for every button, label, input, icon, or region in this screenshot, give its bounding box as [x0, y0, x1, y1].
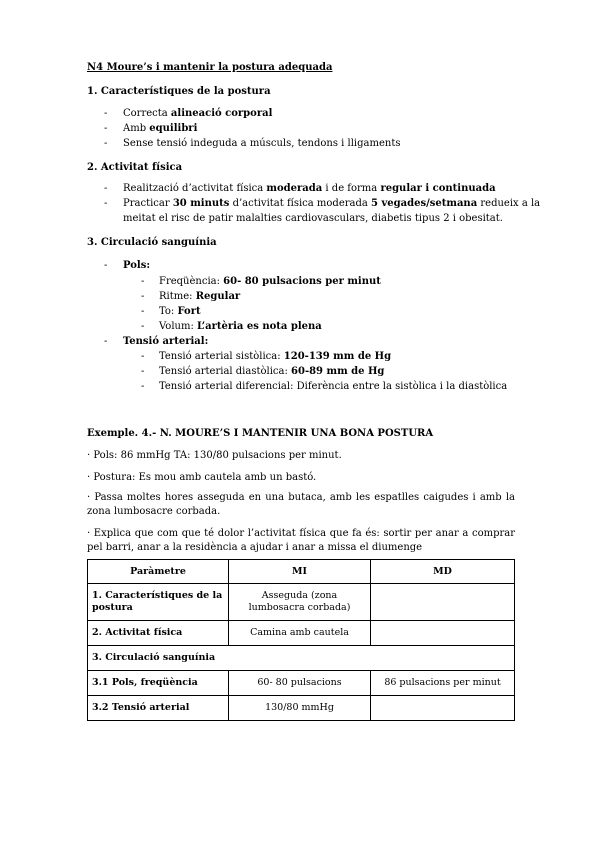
- column-header: MI: [229, 560, 371, 584]
- table-cell: 130/80 mmHg: [229, 696, 371, 721]
- pols-label: Pols:: [123, 260, 151, 271]
- table-cell: [371, 621, 515, 646]
- bullet-dash: -: [104, 198, 108, 209]
- item-bold: moderada: [266, 183, 323, 194]
- table-cell: [371, 584, 515, 621]
- item-bold: equilibri: [149, 123, 198, 134]
- item-text: d’activitat física moderada: [229, 198, 372, 209]
- item-text: Realització d’activitat física: [123, 183, 267, 194]
- item-text: Tensió arterial sistòlica:: [159, 351, 284, 362]
- table-cell: 3. Circulació sanguínia: [88, 646, 515, 671]
- page-title: N4 Moure’s i mantenir la postura adequada: [87, 62, 333, 73]
- example-heading: Exemple. 4.- N. MOURE’S I MANTENIR UNA BONA POSTURA: [87, 428, 434, 439]
- table-cell: 1. Característiques de la postura: [88, 584, 229, 621]
- item-bold: Regular: [195, 291, 241, 302]
- item-bold: Fort: [177, 306, 201, 317]
- item-text: Amb: [123, 123, 150, 134]
- item-text: Tensió arterial diferencial: Diferència entre la sistòlica i la diastòlica: [159, 381, 508, 392]
- bullet-dash: -: [141, 276, 145, 287]
- column-header: Paràmetre: [88, 560, 229, 584]
- assessment-table: [87, 559, 515, 721]
- bullet-dash: -: [104, 138, 108, 149]
- bullet-dash: -: [104, 183, 108, 194]
- bullet-dash: -: [104, 123, 108, 134]
- item-bold: 30 minuts: [172, 198, 230, 209]
- item-text: Ritme:: [159, 291, 196, 302]
- bullet-dash: -: [141, 306, 145, 317]
- item-bold: alineació corporal: [170, 108, 273, 119]
- item-bold: regular i continuada: [380, 183, 496, 194]
- bullet-dash: -: [141, 366, 145, 377]
- table-cell: 3.2 Tensió arterial: [88, 696, 229, 721]
- table-cell: Asseguda (zona lumbosacra corbada): [229, 584, 371, 621]
- bullet-dash: -: [104, 260, 108, 271]
- item-text: Sense tensió indeguda a músculs, tendons i lligaments: [123, 138, 401, 149]
- table-cell: 60- 80 pulsacions: [229, 671, 371, 696]
- section-2-heading: 2. Activitat física: [87, 162, 183, 173]
- table-cell: 86 pulsacions per minut: [371, 671, 515, 696]
- item-text: Practicar: [123, 198, 173, 209]
- column-header: MD: [371, 560, 515, 584]
- item-text: Correcta: [123, 108, 171, 119]
- item-bold: 60- 80 pulsacions per minut: [223, 276, 381, 287]
- item-text-continued: meitat el risc de patir malalties cardiovasculars, diabetis tipus 2 i obesitat.: [123, 213, 503, 224]
- section-1-heading: 1. Característiques de la postura: [87, 86, 271, 97]
- table-cell: 3.1 Pols, freqüència: [88, 671, 229, 696]
- item-bold: L’artèria es nota plena: [197, 321, 322, 332]
- section-3-heading: 3. Circulació sanguínia: [87, 237, 217, 248]
- item-bold: 60-89 mm de Hg: [291, 366, 385, 377]
- table-row: [88, 671, 515, 696]
- example-paragraph: · Pols: 86 mmHg TA: 130/80 pulsacions per minut.: [87, 450, 342, 461]
- example-paragraph: · Explica que com que té dolor l’activitat física que fa és: sortir per anar a comprar pel barri, anar a la residència a ajudar i anar a missa el diumenge: [87, 528, 515, 553]
- bullet-dash: -: [104, 336, 108, 347]
- item-bold: 5 vegades/setmana: [371, 198, 478, 209]
- table-header-row: [88, 560, 515, 584]
- table-row: [88, 646, 515, 671]
- table-row: [88, 696, 515, 721]
- bullet-dash: -: [104, 108, 108, 119]
- example-paragraph: · Postura: Es mou amb cautela amb un bastó.: [87, 472, 317, 483]
- table-cell: 2. Activitat física: [88, 621, 229, 646]
- tensio-label: Tensió arterial:: [123, 336, 209, 347]
- bullet-dash: -: [141, 291, 145, 302]
- table-row: [88, 621, 515, 646]
- item-text: To:: [159, 306, 178, 317]
- bullet-dash: -: [141, 381, 145, 392]
- table-cell: [371, 696, 515, 721]
- item-bold: 120-139 mm de Hg: [283, 351, 392, 362]
- item-text: i de forma: [322, 183, 381, 194]
- table-cell: Camina amb cautela: [229, 621, 371, 646]
- item-text: Freqüència:: [159, 276, 224, 287]
- item-text: redueix a la: [477, 198, 541, 209]
- item-text: Tensió arterial diastòlica:: [159, 366, 292, 377]
- example-paragraph: · Passa moltes hores asseguda en una butaca, amb les espatlles caigudes i amb la zona lumbosacre corbada.: [87, 492, 515, 517]
- bullet-dash: -: [141, 321, 145, 332]
- table-row: [88, 584, 515, 621]
- item-text: Volum:: [159, 321, 197, 332]
- bullet-dash: -: [141, 351, 145, 362]
